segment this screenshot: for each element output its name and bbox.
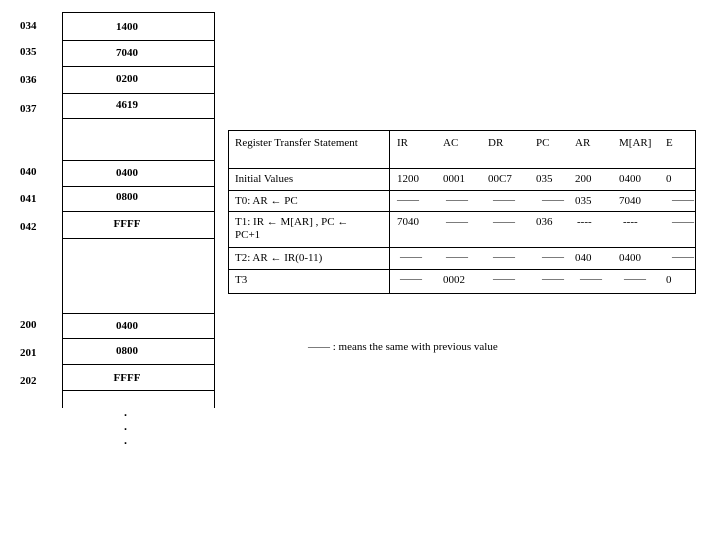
table-cell: 0 (666, 173, 672, 185)
table-header: M[AR] (619, 137, 652, 149)
memory-divider (62, 66, 214, 67)
table-cell: —— (446, 251, 468, 263)
table-cell: —— (580, 273, 602, 285)
table-cell: —— (493, 273, 515, 285)
memory-value: 0200 (116, 73, 138, 85)
memory-value: 7040 (116, 47, 138, 59)
table-cell: T0: AR ← PC (235, 195, 298, 207)
memory-divider (62, 160, 214, 161)
table-cell: —— (542, 194, 564, 206)
table-cell: —— (672, 216, 694, 228)
legend-note: —— : means the same with previous value (308, 341, 498, 353)
memory-divider (62, 313, 214, 314)
memory-divider (62, 364, 214, 365)
table-cell: —— (542, 251, 564, 263)
memory-divider (62, 211, 214, 212)
table-cell: —— (400, 273, 422, 285)
table-cell: —— (493, 251, 515, 263)
table-cell: 1200 (397, 173, 419, 185)
memory-divider (62, 40, 214, 41)
memory-divider (62, 238, 214, 239)
table-cell: —— (493, 216, 515, 228)
table-cell: Initial Values (235, 173, 294, 185)
memory-address: 034 (20, 20, 37, 32)
table-cell: —— (446, 194, 468, 206)
memory-address: 042 (20, 221, 37, 233)
table-cell: —— (624, 273, 646, 285)
table-cell: T2: AR ← IR(0-11) (235, 252, 323, 264)
table-header: DR (488, 137, 504, 149)
table-cell: —— (672, 194, 694, 206)
table-cell: —— (397, 194, 419, 206)
memory-value: 4619 (116, 99, 138, 111)
memory-address: 037 (20, 103, 37, 115)
table-header: AC (443, 137, 459, 149)
memory-address: 200 (20, 319, 37, 331)
memory-address: 035 (20, 46, 37, 58)
table-header: Register Transfer Statement (235, 137, 358, 149)
memory-divider (62, 186, 214, 187)
memory-divider (62, 390, 214, 391)
table-row-divider (228, 269, 695, 270)
table-column-divider (389, 130, 390, 293)
table-header: AR (575, 137, 591, 149)
memory-value: 1400 (116, 21, 138, 33)
table-cell: ---- (577, 216, 592, 228)
table-cell: T3 (235, 274, 248, 286)
memory-address: 036 (20, 74, 37, 86)
table-cell: 035 (536, 173, 553, 185)
table-cell: 035 (575, 195, 592, 207)
table-cell: T1: IR ← M[AR] , PC ← PC+1 (235, 216, 349, 241)
memory-divider (62, 93, 214, 94)
table-row-divider (228, 247, 695, 248)
table-cell: 0 (666, 274, 672, 286)
memory-continuation-dots: . . . (124, 405, 127, 447)
memory-address: 041 (20, 193, 37, 205)
table-cell: 7040 (397, 216, 419, 228)
table-row-divider (228, 168, 695, 169)
memory-divider (62, 338, 214, 339)
table-cell: 0001 (443, 173, 465, 185)
table-cell: —— (672, 251, 694, 263)
table-cell: 7040 (619, 195, 641, 207)
table-cell: —— (400, 251, 422, 263)
table-header: IR (397, 137, 408, 149)
memory-value: FFFF (113, 218, 141, 230)
table-cell: 040 (575, 252, 592, 264)
table-cell: 00C7 (488, 173, 512, 185)
memory-value: 0800 (116, 345, 138, 357)
table-cell: 200 (575, 173, 592, 185)
table-row-divider (228, 211, 695, 212)
memory-value: 0800 (116, 191, 138, 203)
table-header: PC (536, 137, 550, 149)
table-cell: —— (493, 194, 515, 206)
table-cell: 0002 (443, 274, 465, 286)
memory-address: 202 (20, 375, 37, 387)
table-row-divider (228, 190, 695, 191)
table-cell: 0400 (619, 173, 641, 185)
table-cell: 0400 (619, 252, 641, 264)
table-cell: ---- (623, 216, 638, 228)
memory-divider (62, 118, 214, 119)
table-cell: —— (542, 273, 564, 285)
memory-value: 0400 (116, 167, 138, 179)
table-cell: 036 (536, 216, 553, 228)
memory-address: 040 (20, 166, 37, 178)
memory-value: FFFF (113, 372, 141, 384)
table-header: E (666, 137, 673, 149)
memory-address: 201 (20, 347, 37, 359)
table-cell: —— (446, 216, 468, 228)
memory-value: 0400 (116, 320, 138, 332)
